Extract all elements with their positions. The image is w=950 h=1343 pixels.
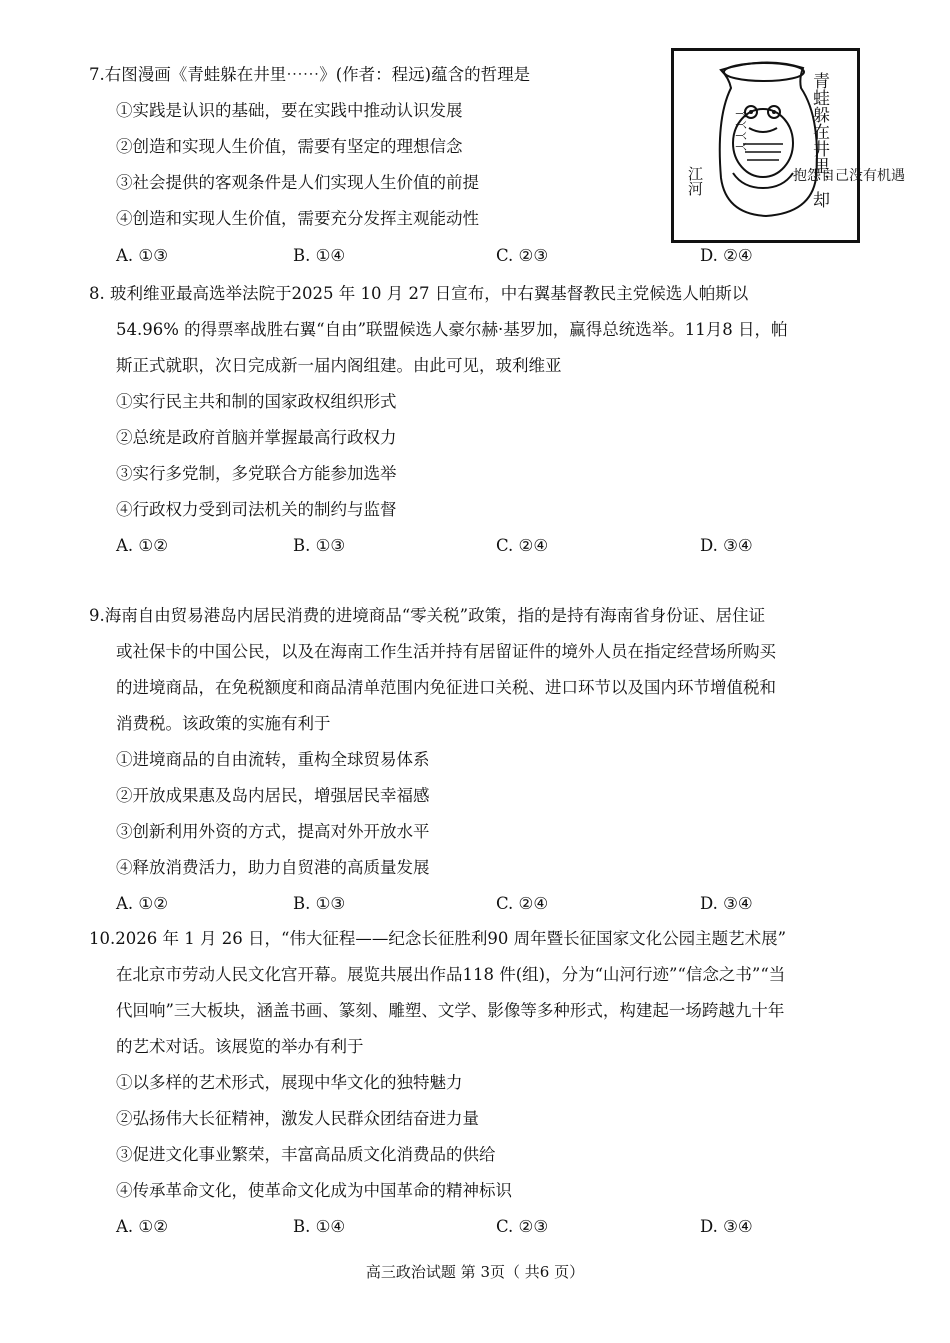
q9-option-1: ①进境商品的自由流转，重构全球贸易体系	[116, 750, 430, 769]
q9-option-4: ④释放消费活力，助力自贸港的高质量发展	[116, 858, 430, 877]
q9-choice-a: A. ①②	[116, 894, 168, 913]
q7-stem: 7.右图漫画《青蛙躲在井里⋯⋯》(作者：程远)蕴含的哲理是	[89, 65, 531, 84]
q9-option-3: ③创新利用外资的方式，提高对外开放水平	[116, 822, 430, 841]
q7-choice-d: D. ②④	[700, 246, 753, 265]
q7-option-3: ③社会提供的客观条件是人们实现人生价值的前提	[116, 173, 479, 192]
q10-choice-d: D. ③④	[700, 1217, 753, 1236]
q9-stem-line-4: 消费税。该政策的实施有利于	[116, 714, 331, 733]
q9-choice-c: C. ②④	[496, 894, 549, 913]
q7-option-4: ④创造和实现人生价值，需要充分发挥主观能动性	[116, 209, 479, 228]
q10-stem-line-2: 在北京市劳动人民文化宫开幕。展览共展出作品118 件(组)，分为“山河行迹”“信念之书”“当	[116, 965, 786, 984]
q10-option-1: ①以多样的艺术形式，展现中华文化的独特魅力	[116, 1073, 463, 1092]
q8-choice-b: B. ①③	[293, 536, 346, 555]
q10-choice-b: B. ①④	[293, 1217, 346, 1236]
q8-choice-d: D. ③④	[700, 536, 753, 555]
cartoon-title-text: 青蛙躲在井里，却	[809, 72, 829, 208]
q8-option-3: ③实行多党制，多党联合方能参加选举	[116, 464, 397, 483]
cartoon-caption-text: 抱怨自己没有机遇	[793, 168, 905, 184]
q9-choice-b: B. ①③	[293, 894, 346, 913]
q8-stem-line-2: 54.96% 的得票率战胜右翼“自由”联盟候选人豪尔赫·基罗加，赢得总统选举。11月8 日，帕	[116, 320, 788, 339]
q8-stem-line-3: 斯正式就职，次日完成新一届内阁组建。由此可见，玻利维亚	[116, 356, 562, 375]
jar-marks: 丫丫丫丫	[734, 108, 747, 152]
q7-choice-b: B. ①④	[293, 246, 346, 265]
q9-stem-line-3: 的进境商品，在免税额度和商品清单范围内免征进口关税、进口环节以及国内环节增值税和	[116, 678, 776, 697]
q8-choice-a: A. ①②	[116, 536, 168, 555]
q7-option-1: ①实践是认识的基础，要在实践中推动认识发展	[116, 101, 463, 120]
q10-stem-line-1: 10.2026 年 1 月 26 日，“伟大征程——纪念长征胜利90 周年暨长征国家文化公园主题艺术展”	[89, 929, 787, 948]
q9-stem-line-2: 或社保卡的中国公民，以及在海南工作生活并持有居留证件的境外人员在指定经营场所购买	[116, 642, 776, 661]
q10-option-3: ③促进文化事业繁荣，丰富高品质文化消费品的供给	[116, 1145, 496, 1164]
q8-option-1: ①实行民主共和制的国家政权组织形式	[116, 392, 397, 411]
q10-stem-line-3: 代回响”三大板块，涵盖书画、篆刻、雕塑、文学、影像等多种形式，构建起一场跨越九十年	[116, 1001, 785, 1020]
frog-cartoon-image	[671, 48, 905, 243]
q7-choice-c: C. ②③	[496, 246, 549, 265]
q7-choice-a: A. ①③	[116, 246, 168, 265]
q9-choice-d: D. ③④	[700, 894, 753, 913]
q9-option-2: ②开放成果惠及岛内居民，增强居民幸福感	[116, 786, 430, 805]
q8-choice-c: C. ②④	[496, 536, 549, 555]
q10-option-4: ④传承革命文化，使革命文化成为中国革命的精神标识	[116, 1181, 512, 1200]
q10-choice-c: C. ②③	[496, 1217, 549, 1236]
q7-option-2: ②创造和实现人生价值，需要有坚定的理想信念	[116, 137, 463, 156]
q8-option-4: ④行政权力受到司法机关的制约与监督	[116, 500, 397, 519]
cartoon-signature: 江河	[686, 166, 704, 196]
page-footer: 高三政治试题 第 3页（ 共6 页）	[365, 1263, 585, 1281]
q8-stem-line-1: 8. 玻利维亚最高选举法院于2025 年 10 月 27 日宣布，中右翼基督教民主党候选人帕斯以	[89, 284, 749, 303]
q9-stem-line-1: 9.海南自由贸易港岛内居民消费的进境商品“零关税”政策，指的是持有海南省身份证、居住证	[89, 606, 766, 625]
q10-choice-a: A. ①②	[116, 1217, 168, 1236]
q10-stem-line-4: 的艺术对话。该展览的举办有利于	[116, 1037, 364, 1056]
q10-option-2: ②弘扬伟大长征精神，激发人民群众团结奋进力量	[116, 1109, 479, 1128]
q8-option-2: ②总统是政府首脑并掌握最高行政权力	[116, 428, 397, 447]
